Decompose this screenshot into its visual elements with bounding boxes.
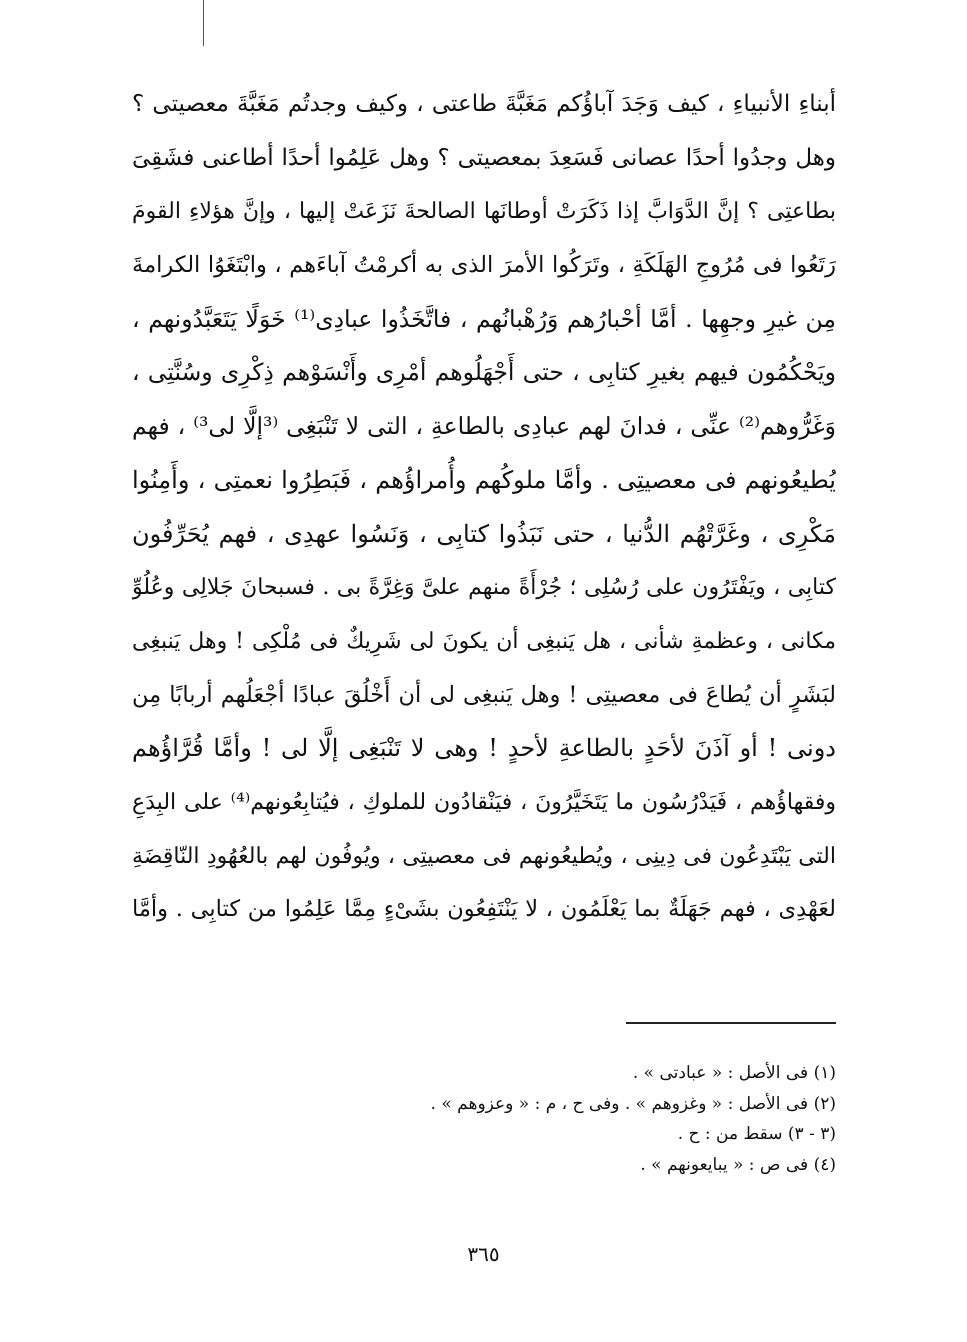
- footnotes: [126, 1058, 836, 1180]
- text-line: يُطيعُونهم فى معصيتِى . وأمَّا ملوكُهم وأُمراؤُهم ، فَبَطِرُوا نعمتِى ، وأَمِنُوا: [132, 465, 836, 494]
- text-line: وفقهاؤُهم ، فَيَدْرُسُون ما يَتَخَيَّرُونَ ، فيَنْقادُون للملوكِ ، فيُتابِعُونهم⁽⁴⁾ على البِدَعِ: [132, 789, 836, 815]
- text-line: وهل وجدُوا أحدًا عصانى فَسَعِدَ بمعصيتى ؟ وهل عَلِمُوا أحدًا أطاعنى فشَقِىَ: [132, 144, 836, 171]
- footnote-1: (١) فى الأصل : « عبادتى » .: [632, 1063, 836, 1083]
- text-line: أبناءِ الأنبياءِ ، كيف وَجَدَ آباؤُكم مَغَبَّةَ طاعتى ، وكيف وجدتُم مَغَبَّةَ معصيتى ؟: [132, 91, 836, 117]
- footnote-separator: [626, 1022, 836, 1024]
- footnote-2: (٢) فى الأصل : « وغزوهم » . وفى ح ، م : « وعزوهم » .: [430, 1093, 836, 1114]
- text-line: التى يَبْتَدِعُون فى دِينِى ، ويُطيعُونهم فى معصيتِى ، ويُوفُون لهم بالعُهُودِ النّاقِضَةِ: [132, 843, 836, 869]
- text-line: مكانى ، وعظمةِ شأنى ، هل يَنبغِى أن يكونَ لى شَرِيكٌ فى مُلْكِى ! وهل يَنبغِى: [132, 628, 836, 654]
- text-line: دونى ! أو آذَنَ لأحَدٍ بالطاعةِ لأحدٍ ! وهى لا تَنْبَغِى إلَّا لى ! وأمَّا قُرَّاؤُهم: [132, 734, 836, 763]
- footnote-4: (٤) فى ص : « يبايعونهم » .: [640, 1154, 836, 1175]
- text-line: بطاعتِى ؟ إنَّ الدَّوَابَّ إذا ذَكَرَتْ أوطانَها الصالحةَ نَزَعَتْ إليها ، وإنَّ هؤلاءِ القومَ: [132, 199, 836, 225]
- text-line: مِن غيرِ وجهِها . أمَّا أحْبارُهم وَرُهْبانُهم ، فاتَّخَذُوا عبادِى⁽¹⁾ خَوَلًا يَتَعَبَّدُونهم ،: [132, 304, 836, 333]
- text-line: لعَهْدِى ، فهم جَهَلَةٌ بما يَعْلَمُون ، لا يَنْتَفِعُون بشَىْءٍ مِمَّا عَلِمُوا من كتابِى . وأمَّا: [132, 896, 836, 923]
- text-line: لبَشَرٍ أن يُطاعَ فى معصيتِى ! وهل يَنبغِى لى أن أَخْلُقَ عبادًا أجْعَلُهم أربابًا مِن: [132, 681, 836, 708]
- main-text: [132, 78, 836, 937]
- text-line: مَكْرِى ، وغَرَّتْهُم الدُّنيا ، حتى نَبَذُوا كتابِى ، وَنَسُوا عهدِى ، فهم يُحَرِّفُون: [132, 519, 836, 548]
- footnote-3: (٣ - ٣) سقط من : ح .: [677, 1124, 836, 1144]
- text-line: كتابِى ، ويَفْتَرُون على رُسُلِى ؛ جُرْأَةً منهم علىَّ وَغِرَّةً بى . فسبحانَ جَلالِى وعُلُوِّ: [132, 575, 836, 601]
- text-line: وَغَرُّوهم⁽²⁾ عنِّى ، فدانَ لهم عبادِى بالطاعةِ ، التى لا تَنْبَغِى ⁽³إلَّا لى³⁾ ، فهم: [132, 412, 836, 441]
- text-line: ويَحْكُمُون فيهم بغيرِ كتابِى ، حتى أَجْهَلُوهم أمْرِى وأَنْسَوْهم ذِكْرِى وسُنَّتِى ،: [132, 358, 836, 387]
- text-line: رَتَعُوا فى مُرُوجِ الهَلَكَةِ ، وتَرَكُوا الأمرَ الذى به أكرمْتُ آباءَهم ، وابْتَغَوُا الكرامةَ: [132, 252, 836, 279]
- page-edge-line: [203, 0, 204, 46]
- page-number: ٣٦٥: [467, 1242, 500, 1266]
